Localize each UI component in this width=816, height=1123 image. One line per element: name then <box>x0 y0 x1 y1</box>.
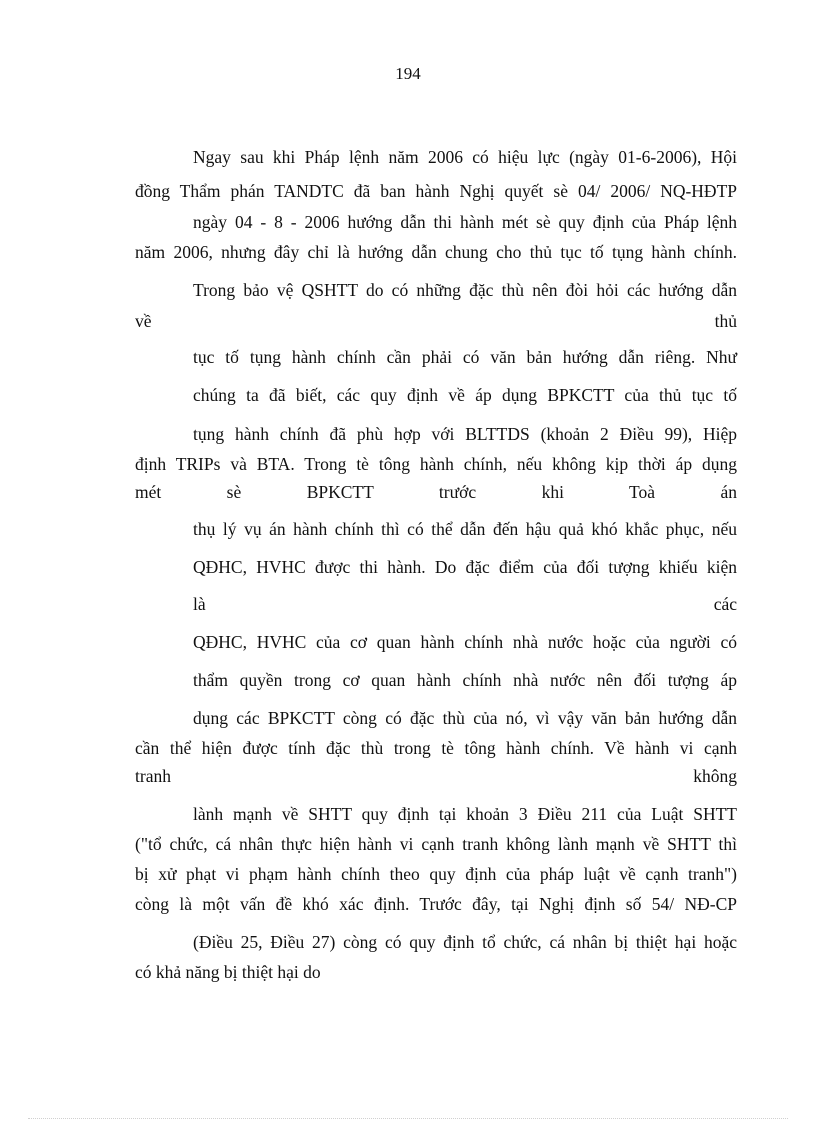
text-line: cần thể hiện được tính đặc thù trong tè tông hành chính. Về hành vi cạnh <box>135 738 737 758</box>
text-line: chúng ta đã biết, các quy định về áp dụng BPKCTT của thủ tục tố <box>193 385 737 405</box>
text-line: lành mạnh về SHTT quy định tại khoản 3 Điều 211 của Luật SHTT <box>193 804 737 824</box>
text-line: QĐHC, HVHC được thi hành. Do đặc điểm của đối tượng khiếu kiện <box>193 557 737 577</box>
text-line: định TRIPs và BTA. Trong tè tông hành chính, nếu không kịp thời áp dụng <box>135 454 737 474</box>
text-line: là các <box>193 594 737 614</box>
text-line: năm 2006, nhưng đây chỉ là hướng dẫn chung cho thủ tục tố tụng hành chính. <box>135 242 737 262</box>
text-line: thụ lý vụ án hành chính thì có thể dẫn đến hậu quả khó khắc phục, nếu <box>193 519 737 539</box>
page-number: 194 <box>395 64 421 83</box>
text-line: về thủ <box>135 311 737 331</box>
text-line: (Điều 25, Điều 27) còng có quy định tổ chức, cá nhân bị thiệt hại hoặc <box>193 932 737 952</box>
text-line: bị xử phạt vi phạm hành chính theo quy định của pháp luật về cạnh tranh") <box>135 864 737 884</box>
text-line: còng là một vấn đề khó xác định. Trước đây, tại Nghị định số 54/ NĐ-CP <box>135 894 737 914</box>
text-line: QĐHC, HVHC của cơ quan hành chính nhà nước hoặc của người có <box>193 632 737 652</box>
text-line: tụng hành chính đã phù hợp với BLTTDS (khoản 2 Điều 99), Hiệp <box>193 424 737 444</box>
text-line: đồng Thẩm phán TANDTC đã ban hành Nghị quyết sè 04/ 2006/ NQ-HĐTP <box>135 181 737 201</box>
text-line: ngày 04 - 8 - 2006 hướng dẫn thi hành mét sè quy định của Pháp lệnh <box>193 212 737 232</box>
text-line: Trong bảo vệ QSHTT do có những đặc thù nên đòi hỏi các hướng dẫn <box>193 280 737 300</box>
text-line: tranh không <box>135 766 737 786</box>
text-line: Ngay sau khi Pháp lệnh năm 2006 có hiệu lực (ngày 01-6-2006), Hội <box>193 147 737 167</box>
text-line: mét sè BPKCTT trước khi Toà án <box>135 482 737 502</box>
text-line: thẩm quyền trong cơ quan hành chính nhà nước nên đối tượng áp <box>193 670 737 690</box>
text-line: dụng các BPKCTT còng có đặc thù của nó, vì vậy văn bản hướng dẫn <box>193 708 737 728</box>
page-bottom-rule <box>28 1118 788 1119</box>
text-line: có khả năng bị thiệt hại do <box>135 962 321 982</box>
text-line: ("tổ chức, cá nhân thực hiện hành vi cạnh tranh không lành mạnh về SHTT thì <box>135 834 737 854</box>
text-line: tục tố tụng hành chính cần phải có văn bản hướng dẫn riêng. Như <box>193 347 737 367</box>
